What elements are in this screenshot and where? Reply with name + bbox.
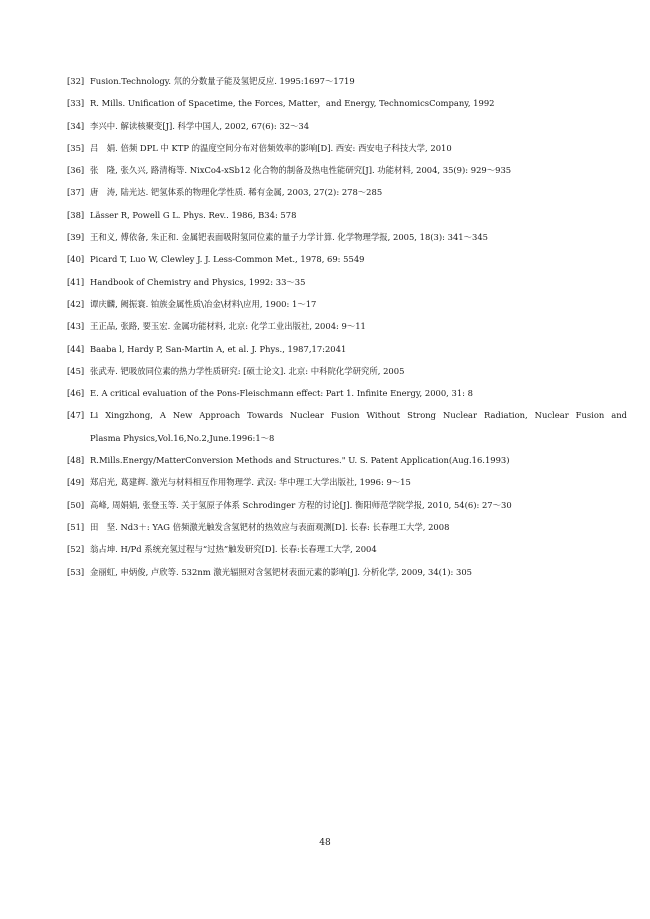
reference-number: [37] <box>67 187 85 198</box>
reference-item <box>67 159 627 181</box>
reference-item <box>67 181 627 203</box>
reference-item <box>67 315 627 337</box>
reference-text: Handbook of Chemistry and Physics, 1992: 33～35 <box>90 276 306 287</box>
reference-number: [38] <box>67 209 85 220</box>
reference-number: [41] <box>67 276 85 287</box>
reference-number: [42] <box>67 298 85 309</box>
reference-text: 翁占坤. H/Pd 系统充氢过程与“过热”触发研究[D]. 长春:长春理工大学, 2004 <box>90 544 377 555</box>
reference-number: [43] <box>67 321 85 332</box>
reference-text: R. Mills. Unification of Spacetime, the Forces, Matter，and Energy, TechnomicsCompany, 1992 <box>90 98 495 109</box>
reference-item <box>67 382 627 404</box>
reference-item <box>67 115 627 137</box>
reference-number: [34] <box>67 120 85 131</box>
reference-item <box>67 293 627 315</box>
reference-item <box>67 204 627 226</box>
reference-number: [35] <box>67 142 85 153</box>
reference-number: [33] <box>67 98 85 109</box>
reference-text: R.Mills.Energy/MatterConversion Methods and Structures." U. S. Patent Application(Aug.16.1993) <box>90 455 510 466</box>
reference-number: [44] <box>67 343 85 354</box>
reference-number: [45] <box>67 365 85 376</box>
reference-text: 高峰, 周娟娟, 张登玉等. 关于氢原子体系 Schrodinger 方程的讨论[J]. 衡阳师范学院学报, 2010, 54(6): 27～30 <box>90 499 512 510</box>
reference-item <box>67 561 627 583</box>
reference-text: E. A critical evaluation of the Pons-Fleischmann effect: Part 1. Infinite Energy, 2000, 31: 8 <box>90 388 473 399</box>
reference-item <box>67 92 627 114</box>
reference-text: Baaba l, Hardy P, San-Martin A, et al. J. Phys., 1987,17:2041 <box>90 343 347 354</box>
reference-item <box>67 471 627 493</box>
reference-number: [50] <box>67 499 85 510</box>
reference-number: [36] <box>67 165 85 176</box>
reference-item <box>67 338 627 360</box>
reference-number: [40] <box>67 254 85 265</box>
reference-item <box>67 494 627 516</box>
reference-item <box>67 271 627 293</box>
reference-number: [49] <box>67 477 85 488</box>
reference-text: 谭庆麟, 阙振寰. 铂族金属性质\冶金\材料\应用, 1900: 1～17 <box>90 298 317 309</box>
reference-item <box>67 516 627 538</box>
reference-text: 金丽虹, 申炳俊, 卢欣等. 532nm 激光辐照对含氢钯材表面元素的影响[J]. 分析化学, 2009, 34(1): 305 <box>90 566 472 577</box>
reference-text: 张 隆, 张久兴, 路清梅等. NixCo4-xSb12 化合物的制备及热电性能研究[J]. 功能材料, 2004, 35(9): 929～935 <box>90 165 512 176</box>
reference-text: Lässer R, Powell G L. Phys. Rev.. 1986, B34: 578 <box>90 209 297 220</box>
reference-number: [32] <box>67 76 85 86</box>
reference-item <box>67 404 627 426</box>
reference-number: [53] <box>67 566 85 577</box>
reference-item <box>67 360 627 382</box>
reference-number: [48] <box>67 455 85 466</box>
reference-number: [46] <box>67 388 85 399</box>
reference-number: [47] <box>67 410 85 421</box>
reference-item <box>67 248 627 270</box>
reference-text: 唐 涛, 陆光达. 钯氢体系的物理化学性质. 稀有金属, 2003, 27(2): 278～285 <box>90 187 383 198</box>
reference-item <box>67 70 627 92</box>
reference-text: 王和义, 傅依备, 朱正和. 金属钯表面吸附氢同位素的量子力学计算. 化学物理学报, 2005, 18(3): 341～345 <box>90 232 488 243</box>
reference-text: Li Xingzhong, A New Approach Towards Nuclear Fusion Without Strong Nuclear Radiation, Nuclear Fusion and <box>90 410 627 421</box>
reference-text: Picard T, Luo W, Clewley J. J. Less-Common Met., 1978, 69: 5549 <box>90 254 365 265</box>
reference-number: [52] <box>67 544 85 555</box>
reference-text: 田 坚. Nd3＋: YAG 倍频激光触发含氢钯材的热效应与表面观测[D]. 长春: 长春理工大学, 2008 <box>90 521 450 532</box>
reference-item <box>67 226 627 248</box>
reference-text: 李兴中. 解读核聚变[J]. 科学中国人, 2002, 67(6): 32～34 <box>90 120 310 131</box>
reference-number: [39] <box>67 232 85 243</box>
reference-text: 张武寿. 钯吸放同位素的热力学性质研究: [硕士论文]. 北京: 中科院化学研究所, 2005 <box>90 365 405 376</box>
reference-item <box>67 137 627 159</box>
reference-list <box>67 70 627 583</box>
reference-number: [51] <box>67 521 85 532</box>
reference-continuation: Plasma Physics,Vol.16,No.2,June.1996:1～8 <box>90 432 275 443</box>
page-number: 48 <box>319 838 331 848</box>
reference-text: 王正品, 张路, 要玉宏. 金属功能材料, 北京: 化学工业出版社, 2004: 9～11 <box>90 321 366 332</box>
reference-text: 吕 娟. 倍频 DPL 中 KTP 的温度空间分布对倍频效率的影响[D]. 西安: 西安电子科技大学, 2010 <box>90 142 452 153</box>
reference-item <box>67 449 627 471</box>
reference-item <box>67 538 627 560</box>
reference-text: 郑启光, 葛建辉. 激光与材料相互作用物理学. 武汉: 华中理工大学出版社, 1996: 9～15 <box>90 477 411 488</box>
reference-text: Fusion.Technology. 氘的分数量子能及氢钯反应. 1995:1697～1719 <box>90 76 355 86</box>
